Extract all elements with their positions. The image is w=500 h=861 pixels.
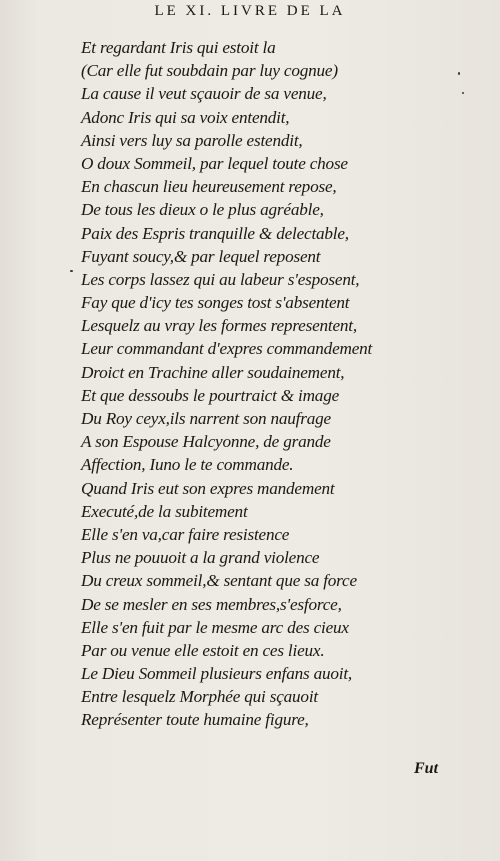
verse-line: Représenter toute humaine figure, — [81, 710, 309, 730]
verse-line: Par ou venue elle estoit en ces lieux. — [81, 640, 325, 660]
verse-line: Ainsi vers luy sa parolle estendit, — [81, 130, 303, 150]
verse-line: A son Espouse Halcyonne, de grande — [81, 432, 331, 452]
verse-line: Paix des Espris tranquille & delectable, — [81, 223, 349, 243]
verse-line: Lesquelz au vray les formes representent, — [81, 316, 357, 336]
verse-line: Et regardant Iris qui estoit la — [81, 38, 276, 57]
verse-line: Elle s'en va,car faire resistence — [81, 524, 290, 544]
verse-line: Plus ne pouuoit a la grand violence — [81, 548, 320, 568]
verse-line: O doux Sommeil, par lequel toute chose — [81, 153, 348, 173]
verse-line: La cause il veut sçauoir de sa venue, — [81, 84, 327, 104]
verse-block — [81, 36, 451, 732]
verse-line: Le Dieu Sommeil plusieurs enfans auoit, — [81, 664, 353, 684]
verse-line: Executé,de la subitement — [81, 501, 248, 521]
ink-speck — [70, 270, 73, 272]
verse-line: Adonc Iris qui sa voix entendit, — [81, 107, 290, 127]
verse-line: Affection, Iuno le te commande. — [81, 455, 294, 475]
catchword: Fut — [414, 760, 439, 777]
running-header — [0, 3, 500, 20]
ink-speck — [462, 92, 464, 94]
verse-line: Du creux sommeil,& sentant que sa force — [81, 571, 357, 591]
running-title: LE XI. LIVRE DE LA — [154, 3, 346, 19]
verse-line: Fuyant soucy,& par lequel reposent — [81, 246, 321, 266]
verse-line: Du Roy ceyx,ils narrent son naufrage — [81, 409, 331, 428]
verse-line: Et que dessoubs le pourtraict & image — [81, 385, 340, 405]
verse-line: De se mesler en ses membres,s'esforce, — [81, 594, 342, 614]
verse-line: (Car elle fut soubdain par luy cognue) — [81, 61, 338, 81]
verse-line: Elle s'en fuit par le mesme arc des cieux — [81, 617, 349, 637]
verse-line: Quand Iris eut son expres mandement — [81, 478, 335, 498]
ink-speck — [458, 72, 460, 75]
verse-line: Les corps lassez qui au labeur s'esposent, — [81, 269, 360, 289]
verse-line: Droict en Trachine aller soudainement, — [81, 362, 345, 382]
verse-line: Fay que d'icy tes songes tost s'absentent — [81, 293, 350, 313]
verse-line: En chascun lieu heureusement repose, — [81, 177, 337, 197]
verse-line: Entre lesquelz Morphée qui sçauoit — [81, 687, 318, 707]
verse-line: De tous les dieux o le plus agréable, — [81, 200, 324, 220]
verse-line: Leur commandant d'expres commandement — [81, 339, 373, 359]
